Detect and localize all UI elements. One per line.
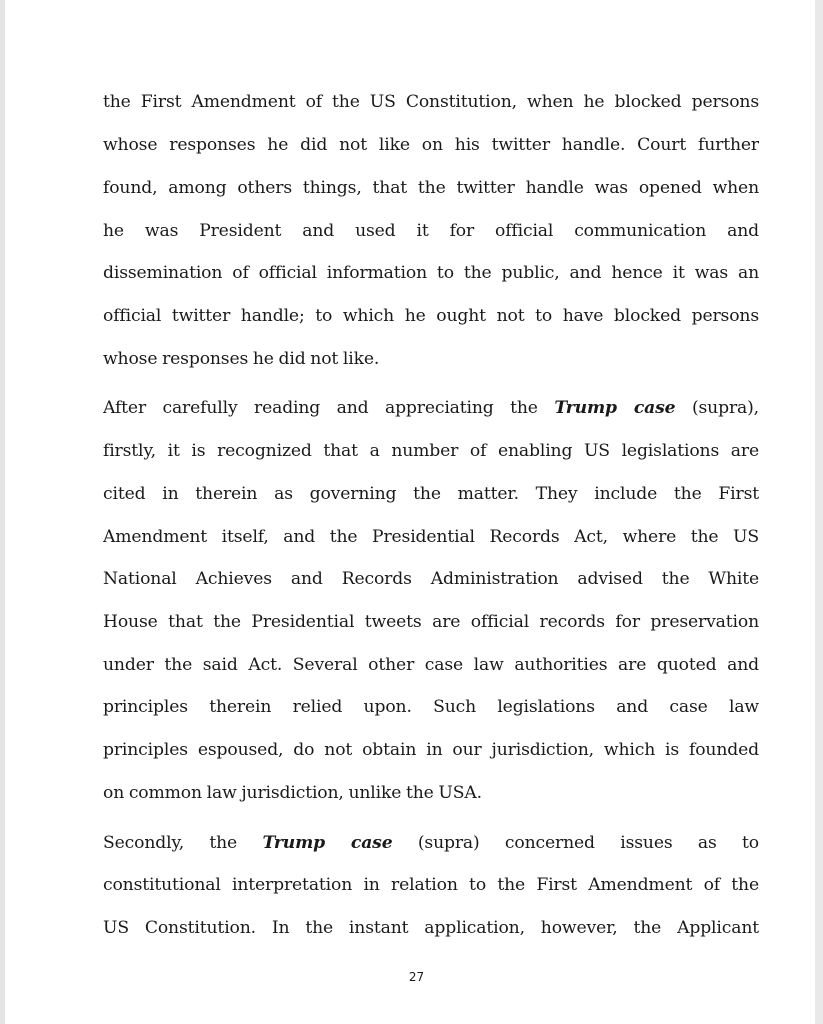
case-name-emphasis: Trump case: [554, 398, 676, 418]
text-line: [103, 830, 759, 856]
text-line: found, among others things, that the twitter handle was opened when: [103, 178, 759, 198]
text-segment: (supra) concerned issues as to: [417, 833, 759, 853]
page-number: 27: [408, 970, 425, 984]
text-line: principles therein relied upon. Such legislations and case law: [103, 697, 759, 717]
text-line: he was President and used it for official communication and: [103, 221, 759, 241]
text-line: House that the Presidential tweets are official records for preservation: [103, 612, 759, 632]
text-line: [103, 395, 759, 421]
text-line: the First Amendment of the US Constitution, when he blocked persons: [103, 92, 759, 112]
text-line: principles espoused, do not obtain in our jurisdiction, which is founded: [103, 740, 759, 760]
text-line: under the said Act. Several other case law authorities are quoted and: [103, 655, 759, 675]
text-segment: After carefully reading and appreciating the: [103, 398, 538, 418]
text-segment: Secondly, the: [103, 833, 238, 853]
case-name-emphasis: Trump case: [262, 833, 393, 853]
text-line: cited in therein as governing the matter. They include the First: [103, 484, 759, 504]
text-line: official twitter handle; to which he ought not to have blocked persons: [103, 306, 759, 326]
text-line: US Constitution. In the instant application, however, the Applicant: [103, 918, 759, 938]
text-line: whose responses he did not like on his twitter handle. Court further: [103, 135, 759, 155]
text-line: on common law jurisdiction, unlike the USA.: [103, 783, 482, 803]
text-segment: (supra),: [691, 398, 759, 418]
text-line: dissemination of official information to the public, and hence it was an: [103, 263, 759, 283]
text-line: whose responses he did not like.: [103, 349, 380, 369]
text-line: National Achieves and Records Administration advised the White: [103, 569, 759, 589]
text-line: Amendment itself, and the Presidential Records Act, where the US: [103, 527, 759, 547]
text-line: constitutional interpretation in relation to the First Amendment of the: [103, 875, 759, 895]
text-line: firstly, it is recognized that a number of enabling US legislations are: [103, 441, 759, 461]
